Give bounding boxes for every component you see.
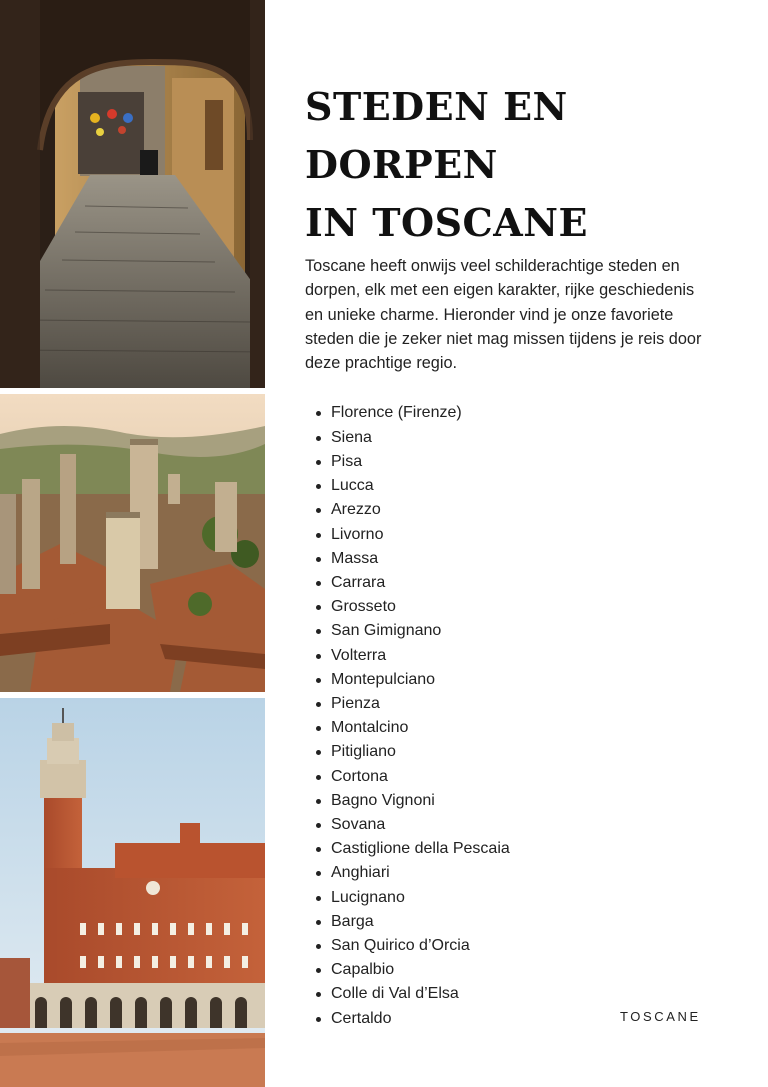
city-name: Volterra [331,646,387,664]
list-item [305,837,725,861]
list-item [305,547,725,571]
city-name: Anghiari [331,864,390,882]
bullet-icon [316,629,321,634]
list-item [305,958,725,982]
list-item [305,813,725,837]
bullet-icon [316,1017,321,1022]
list-item [305,426,725,450]
list-item [305,765,725,789]
list-item [305,934,725,958]
bullet-icon [316,968,321,973]
intro-paragraph: Toscane heeft onwijs veel schilderachtige steden en dorpen, elk met een eigen karakter, rijke geschiedenis en unieke charme. Hieronder vind je onze favoriete steden die je zeker niet mag missen tijdens je reis door deze prachtige regio. [305,257,702,373]
siena-palazzo-photo [0,698,265,1087]
city-name: Sovana [331,815,386,833]
bullet-icon [316,823,321,828]
city-name: Florence (Firenze) [331,404,462,422]
city-name: Montepulciano [331,670,436,688]
list-item [305,716,725,740]
city-name: Cortona [331,767,388,785]
city-name: Livorno [331,525,384,543]
city-name: Barga [331,912,374,930]
bullet-icon [316,605,321,610]
list-item [305,861,725,885]
bullet-icon [316,847,321,852]
city-name: Pitigliano [331,743,396,761]
city-name: Siena [331,428,372,446]
list-item [305,789,725,813]
bullet-icon [316,750,321,755]
city-name: Capalbio [331,961,395,979]
list-item [305,910,725,934]
list-item [305,450,725,474]
city-name: Pienza [331,694,380,712]
list-item [305,886,725,910]
bullet-icon [316,799,321,804]
list-item [305,692,725,716]
page-title [305,78,725,252]
city-name: Certaldo [331,1009,392,1027]
list-item [305,595,725,619]
bullet-icon [316,411,321,416]
list-item [305,523,725,547]
title-line-2: IN TOSCANE [305,200,588,245]
city-name: San Quirico d’Orcia [331,936,470,954]
city-name: Carrara [331,573,386,591]
bullet-icon [316,775,321,780]
bullet-icon [316,871,321,876]
list-item [305,619,725,643]
bullet-icon [316,992,321,997]
city-name: Lucignano [331,888,405,906]
bullet-icon [316,460,321,465]
city-name: Montalcino [331,719,409,737]
bullet-icon [316,508,321,513]
bullet-icon [316,702,321,707]
bullet-icon [316,726,321,731]
title-line-1: STEDEN EN DORPEN [305,84,568,187]
list-item [305,474,725,498]
city-name: Pisa [331,452,363,470]
list-item [305,982,725,1006]
bullet-icon [316,581,321,586]
city-name: Castiglione della Pescaia [331,840,510,858]
list-item [305,740,725,764]
bullet-icon [316,436,321,441]
list-item [305,401,725,425]
bullet-icon [316,678,321,683]
list-item [305,668,725,692]
city-name: Massa [331,549,379,567]
bullet-icon [316,484,321,489]
city-name: Grosseto [331,598,396,616]
city-list [305,401,725,1030]
city-name: Lucca [331,477,374,495]
bullet-icon [316,920,321,925]
bullet-icon [316,557,321,562]
city-name: Bagno Vignoni [331,791,435,809]
photo-column [0,0,265,1087]
bullet-icon [316,896,321,901]
text-content [305,78,725,1031]
bullet-icon [316,533,321,538]
city-name: San Gimignano [331,622,442,640]
bullet-icon [316,944,321,949]
city-name: Colle di Val d’Elsa [331,985,459,1003]
towers-aerial-photo [0,394,265,692]
list-item [305,571,725,595]
footer-label: TOSCANE [620,1009,701,1024]
alley-archway-photo [0,0,265,388]
city-name: Arezzo [331,501,381,519]
list-item [305,644,725,668]
list-item [305,498,725,522]
bullet-icon [316,654,321,659]
